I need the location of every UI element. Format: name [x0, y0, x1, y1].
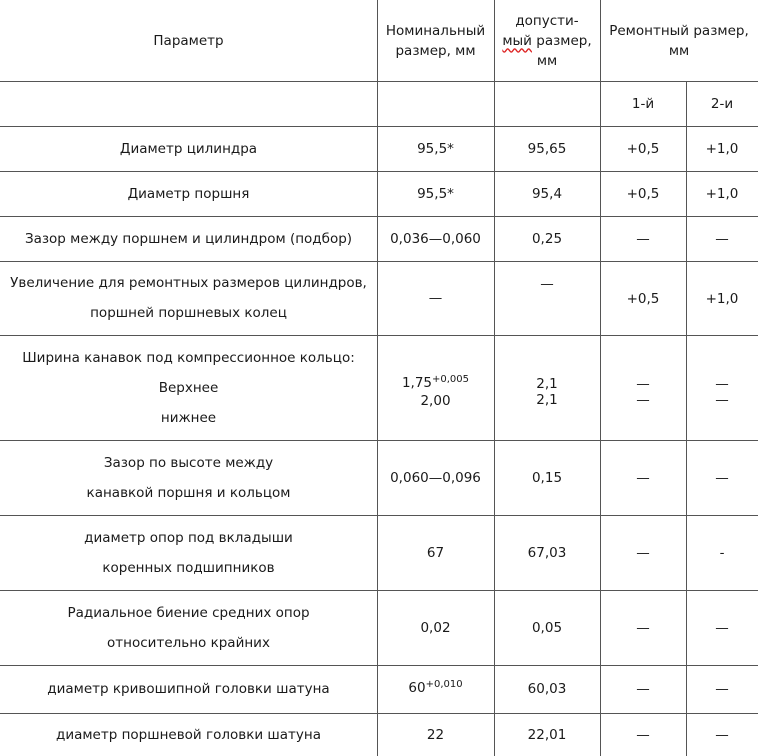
repair2-cell: — — — [715, 375, 729, 408]
allowed-cell: 0,15 — [531, 469, 563, 486]
param-cell: Увеличение для ремонтных размеров цилиндров, поршней поршневых колец — [10, 275, 367, 321]
allowed-cell: 22,01 — [527, 726, 567, 743]
repair1-cell: +0,5 — [626, 291, 660, 307]
header-repair: Ремонтный размер, мм — [609, 22, 749, 59]
allowed-cell: 2,1 2,1 — [536, 375, 558, 408]
header-param: Параметр — [153, 32, 224, 49]
allowed-cell: 95,4 — [531, 185, 563, 202]
allowed-cell: 60,03 — [527, 681, 567, 697]
repair2-cell: - — [719, 544, 725, 561]
param-cell: Зазор между поршнем и цилиндром (подбор) — [24, 230, 353, 247]
allowed-cell: — — [540, 276, 554, 292]
spellcheck-word: мый — [502, 32, 532, 49]
repair1-cell: +0,5 — [626, 185, 660, 202]
header-repair-2: 2-и — [710, 95, 734, 112]
repair2-cell: — — [715, 681, 729, 697]
repair1-cell: — — [636, 544, 650, 561]
header-repair-1: 1-й — [631, 95, 655, 112]
repair2-cell: — — [715, 726, 729, 743]
param-cell: Ширина канавок под компрессионное кольцо: Верхнее нижнее — [22, 349, 355, 426]
param-cell: диаметр кривошипной головки шатуна — [47, 681, 330, 697]
repair2-cell: — — [715, 230, 729, 247]
nominal-cell: 67 — [426, 544, 445, 561]
repair1-cell: +0,5 — [626, 140, 660, 157]
param-cell: Радиальное биение средних опор относительно крайних — [67, 604, 310, 651]
nominal-cell: $1,75^{+0,005}$ 2,00 — [401, 373, 470, 409]
repair1-cell: — — [636, 469, 650, 486]
repair2-cell: — — [715, 469, 729, 486]
nominal-cell: — — [428, 290, 443, 306]
param-cell: Диаметр цилиндра — [119, 140, 258, 157]
repair1-cell: — — [636, 681, 650, 697]
repair2-cell: — — [715, 619, 729, 636]
nominal-cell: 0,036—0,060 — [390, 230, 481, 247]
repair1-cell: — — [636, 619, 650, 636]
param-cell: Диаметр поршня — [127, 185, 250, 202]
repair1-cell: — — — [636, 375, 650, 408]
allowed-cell: 67,03 — [527, 544, 567, 561]
repair2-cell: +1,0 — [705, 140, 739, 157]
param-cell: Зазор по высоте между канавкой поршня и кольцом — [86, 454, 291, 501]
nominal-cell: 0,060—0,096 — [390, 469, 481, 486]
header-nominal: Номинальный размер, мм — [385, 22, 486, 59]
allowed-cell: 0,05 — [531, 619, 563, 636]
repair1-cell: — — [636, 230, 650, 247]
allowed-cell: 0,25 — [531, 230, 563, 247]
allowed-cell: 95,65 — [527, 140, 567, 157]
nominal-cell: $60^{+0,010}$ — [408, 679, 463, 696]
nominal-cell: 95,5* — [417, 185, 454, 202]
param-cell: диаметр опор под вкладыши коренных подшипников — [84, 529, 293, 576]
repair2-cell: +1,0 — [705, 185, 739, 202]
nominal-cell: 95,5* — [417, 140, 454, 157]
repair1-cell: — — [636, 726, 650, 743]
nominal-cell: 22 — [426, 726, 445, 743]
nominal-cell: 0,02 — [420, 619, 451, 636]
header-allowed: допусти- мый размер, мм — [502, 12, 592, 69]
repair2-cell: +1,0 — [705, 291, 739, 307]
param-cell: диаметр поршневой головки шатуна — [55, 726, 321, 743]
